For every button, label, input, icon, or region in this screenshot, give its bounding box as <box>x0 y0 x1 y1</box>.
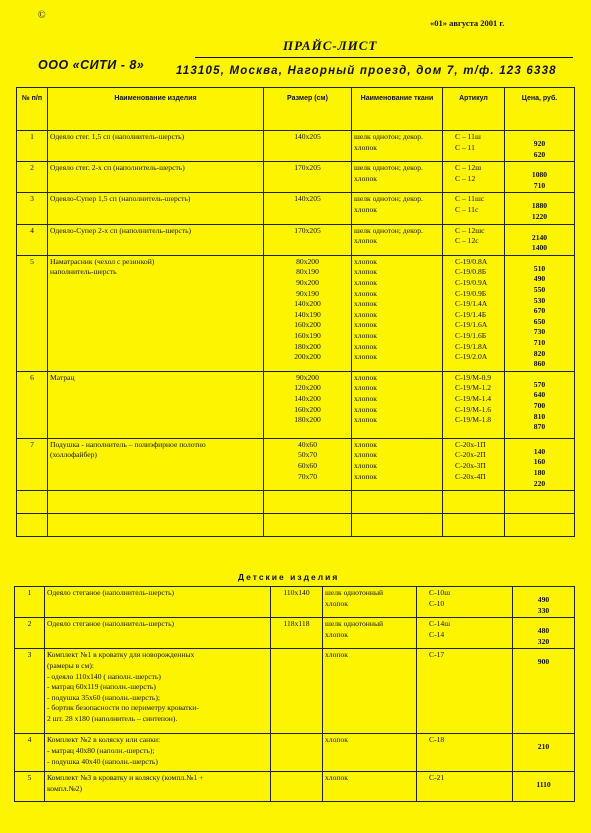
price-cell <box>505 131 575 162</box>
fabric-cell <box>352 255 443 371</box>
article-value: С – 12шс <box>455 225 485 235</box>
section-title-kids: Детские изделия <box>238 572 340 582</box>
row-number-cell: 1 <box>15 587 45 618</box>
size-cell <box>271 734 323 772</box>
article-value: С-19/М-0.9 <box>455 372 492 382</box>
size-cell <box>271 587 323 618</box>
price-value: 620 <box>533 149 546 159</box>
size-value: 50x70 <box>298 450 317 460</box>
price-value: 730 <box>533 327 546 337</box>
empty-row <box>17 491 575 514</box>
price-cell <box>505 438 575 490</box>
fabric-cell <box>323 649 417 734</box>
price-cell <box>505 224 575 255</box>
product-name-cell: Одеяло стег. 1,5 сп (наполнитель-шерсть) <box>48 131 264 162</box>
product-name-cell: Комплект №2 в коляску или санки: - матрац 40x80 (наполн.-шерсть); - подушка 40x40 (наполн.-шерсть) <box>45 734 271 772</box>
article-value: С-19/М-1.8 <box>455 415 492 425</box>
article-value: С-19/1.6Б <box>455 330 487 340</box>
size-value: 160x200 <box>294 320 321 330</box>
article-value: С – 12 <box>455 173 476 183</box>
row-number-cell: 5 <box>17 255 48 371</box>
fabric-cell <box>352 162 443 193</box>
size-value: 180x200 <box>294 341 321 351</box>
size-value: 120x200 <box>294 383 321 393</box>
article-value: С-19/0.9Б <box>455 288 487 298</box>
empty-cell <box>505 514 575 537</box>
fabric-value: хлопок <box>354 383 377 393</box>
price-value: 870 <box>533 422 546 432</box>
article-value: С-21 <box>429 773 445 783</box>
article-cell <box>443 255 505 371</box>
fabric-value: хлопок <box>354 142 377 152</box>
fabric-value: хлопок <box>325 598 348 608</box>
empty-cell <box>48 514 264 537</box>
size-cell <box>264 224 352 255</box>
fabric-value: хлопок <box>354 288 377 298</box>
table-row <box>17 255 575 371</box>
empty-cell <box>264 514 352 537</box>
company-name: ООО «СИТИ - 8» <box>38 58 145 72</box>
article-value: С-20х-2П <box>455 450 486 460</box>
article-value: С-19/М-1.6 <box>455 404 492 414</box>
fabric-value: хлопок <box>354 277 377 287</box>
article-cell <box>417 734 513 772</box>
article-value: С-18 <box>429 735 445 745</box>
price-value: 140 <box>533 446 546 456</box>
price-value: 210 <box>537 742 550 752</box>
price-cell <box>505 193 575 224</box>
fabric-cell <box>323 587 417 618</box>
fabric-cell <box>352 371 443 438</box>
table-row <box>17 224 575 255</box>
article-value: С-14 <box>429 629 445 639</box>
table-row <box>17 371 575 438</box>
fabric-value: хлопок <box>354 439 377 449</box>
article-value: С-19/1.8А <box>455 341 488 351</box>
price-value: 180 <box>533 467 546 477</box>
product-name-cell: Одеяло стег. 2-х сп (наполнитель-шерсть) <box>48 162 264 193</box>
size-cell <box>264 162 352 193</box>
fabric-value: хлопок <box>354 352 377 362</box>
size-value: 140x200 <box>294 299 321 309</box>
article-value: С-19/0.8Б <box>455 267 487 277</box>
price-cell <box>513 772 575 802</box>
fabric-value: хлопок <box>354 415 377 425</box>
size-cell <box>271 772 323 802</box>
article-value: С-14ш <box>429 619 451 629</box>
empty-cell <box>443 491 505 514</box>
price-value: 920 <box>533 139 546 148</box>
product-name-cell: Одеяло стеганое (наполнитель-шерсть) <box>45 587 271 618</box>
empty-cell <box>17 491 48 514</box>
fabric-value: хлопок <box>354 341 377 351</box>
article-value: С-19/М-1.4 <box>455 393 492 403</box>
price-value: 490 <box>537 595 550 604</box>
price-value: 820 <box>533 348 546 358</box>
empty-cell <box>264 491 352 514</box>
row-number-cell: 4 <box>15 734 45 772</box>
fabric-value: хлопок <box>354 404 377 414</box>
size-cell <box>271 649 323 734</box>
size-cell <box>264 438 352 490</box>
price-value: 320 <box>537 636 550 646</box>
size-cell <box>264 255 352 371</box>
price-table-kids <box>14 586 575 802</box>
price-cell <box>513 734 575 772</box>
empty-cell <box>352 514 443 537</box>
fabric-cell <box>352 193 443 224</box>
article-cell <box>417 618 513 649</box>
size-value: 90x200 <box>296 372 319 382</box>
article-value: С – 12с <box>455 236 479 246</box>
empty-cell <box>352 491 443 514</box>
size-value: 170x205 <box>294 163 321 173</box>
price-value: 900 <box>537 657 550 667</box>
fabric-value: хлопок <box>354 393 377 403</box>
price-value: 570 <box>533 379 546 389</box>
article-value: С – 11ш <box>455 132 481 141</box>
price-value: 1400 <box>531 243 548 253</box>
fabric-value: хлопок <box>354 372 377 382</box>
price-cell <box>513 587 575 618</box>
fabric-value: хлопок <box>354 299 377 309</box>
article-cell <box>443 193 505 224</box>
empty-cell <box>443 514 505 537</box>
article-value: С-19/0.8А <box>455 256 488 266</box>
article-cell <box>443 162 505 193</box>
row-number-cell: 3 <box>17 193 48 224</box>
price-value: 490 <box>533 274 546 284</box>
col-header-price: Цена, руб. <box>505 88 575 131</box>
price-value: 510 <box>533 263 546 273</box>
fabric-value: шелк однотон; декор. <box>354 225 423 235</box>
article-value: С – 11шс <box>455 194 485 204</box>
price-value: 650 <box>533 316 546 326</box>
col-header-article: Артикул <box>443 88 505 131</box>
price-cell <box>505 371 575 438</box>
price-value: 220 <box>533 478 546 488</box>
price-value: 640 <box>533 390 546 400</box>
size-cell <box>271 618 323 649</box>
price-cell <box>505 255 575 371</box>
article-value: С-20х-3П <box>455 460 486 470</box>
article-value: С-10ш <box>429 588 451 597</box>
fabric-value: шелк однотонный <box>325 619 384 629</box>
row-number-cell: 5 <box>15 772 45 802</box>
fabric-value: хлопок <box>354 320 377 330</box>
product-name-cell: Одеяло-Супер 2-х сп (наполнитель-шерсть) <box>48 224 264 255</box>
article-cell <box>417 587 513 618</box>
article-value: С-19/2.0А <box>455 352 488 362</box>
fabric-value: хлопок <box>354 236 377 246</box>
row-number-cell: 6 <box>17 371 48 438</box>
page-title: ПРАЙС-ЛИСТ <box>283 38 378 53</box>
fabric-value: хлопок <box>354 460 377 470</box>
table-row <box>15 734 575 772</box>
size-value: 40x60 <box>298 439 317 449</box>
article-cell <box>417 772 513 802</box>
table-row <box>15 772 575 802</box>
size-value: 110x140 <box>283 588 310 597</box>
price-value: 810 <box>533 411 546 421</box>
article-cell <box>443 371 505 438</box>
fabric-cell <box>323 734 417 772</box>
row-number-cell: 3 <box>15 649 45 734</box>
copyright-mark: © <box>38 10 46 21</box>
empty-cell <box>48 491 264 514</box>
product-name-cell: Матрац <box>48 371 264 438</box>
product-name-cell: Наматрасник (чехол с резинкой) наполнитель-шерсть <box>48 255 264 371</box>
fabric-cell <box>352 438 443 490</box>
fabric-value: хлопок <box>354 330 377 340</box>
row-number-cell: 2 <box>17 162 48 193</box>
price-value: 2140 <box>531 232 548 242</box>
product-name-cell: Одеяло-Супер 1,5 сп (наполнитель-шерсть) <box>48 193 264 224</box>
table-row <box>15 618 575 649</box>
title-underline <box>195 57 573 58</box>
fabric-cell <box>323 618 417 649</box>
size-value: 180x200 <box>294 415 321 425</box>
table-row <box>17 131 575 162</box>
fabric-value: хлопок <box>354 309 377 319</box>
price-value: 670 <box>533 306 546 316</box>
size-value: 200x200 <box>294 352 321 362</box>
fabric-cell <box>323 772 417 802</box>
price-value: 860 <box>533 359 546 369</box>
size-value: 140x200 <box>294 393 321 403</box>
price-value: 710 <box>533 180 546 190</box>
product-name-cell: Подушка - наполнитель – полиэфирное полотно (холлофайбер) <box>48 438 264 490</box>
size-cell <box>264 371 352 438</box>
row-number-cell: 4 <box>17 224 48 255</box>
size-cell <box>264 131 352 162</box>
article-value: С-20х-1П <box>455 439 486 449</box>
fabric-value: шелк однотонный <box>325 588 384 597</box>
fabric-value: хлопок <box>354 450 377 460</box>
product-name-cell: Комплект №1 в кроватку для новорожденных (рамеры в см): - одеяло 110x140 ( наполн.-шерсть) - матрац 60x119 (наполн.-шерсть) - подушка 35x60 (наполн.-шерсть); - бортик безопасности по периметру кроватки- 2 шт. 28 x180 (наполнитель – синтепон). <box>45 649 271 734</box>
fabric-value: хлопок <box>354 471 377 481</box>
table-header-row <box>17 88 575 131</box>
fabric-value: хлопок <box>354 256 377 266</box>
article-value: С-20х-4П <box>455 471 486 481</box>
price-value: 710 <box>533 337 546 347</box>
fabric-value: шелк однотон; декор. <box>354 194 423 204</box>
fabric-cell <box>352 224 443 255</box>
col-header-name: Наименование изделия <box>48 88 264 131</box>
article-cell <box>443 224 505 255</box>
size-value: 170x205 <box>294 225 321 235</box>
size-value: 70x70 <box>298 471 317 481</box>
size-value: 140x190 <box>294 309 321 319</box>
article-cell <box>417 649 513 734</box>
price-value: 530 <box>533 295 546 305</box>
size-value: 118x118 <box>283 619 310 629</box>
size-value: 140x205 <box>294 132 321 141</box>
col-header-size: Размер (см) <box>264 88 352 131</box>
article-value: С-19/1.4А <box>455 299 488 309</box>
row-number-cell: 1 <box>17 131 48 162</box>
fabric-value: хлопок <box>325 629 348 639</box>
size-value: 140x205 <box>294 194 321 204</box>
price-cell <box>513 618 575 649</box>
price-value: 1110 <box>536 780 551 790</box>
article-cell <box>443 438 505 490</box>
article-value: С-19/1.4Б <box>455 309 487 319</box>
company-address: 113105, Москва, Нагорный проезд, дом 7, т/ф. 123 6338 <box>176 65 557 77</box>
document-date: «01» августа 2001 г. <box>430 18 505 28</box>
article-value: С – 11с <box>455 204 479 214</box>
table-row <box>15 587 575 618</box>
article-value: С-10 <box>429 598 445 608</box>
fabric-value: хлопок <box>325 650 348 660</box>
price-value: 480 <box>537 626 550 636</box>
col-header-number: № п/п <box>17 88 48 131</box>
article-value: С-19/1.6А <box>455 320 488 330</box>
table-row <box>17 438 575 490</box>
empty-cell <box>505 491 575 514</box>
fabric-value: хлопок <box>354 173 377 183</box>
size-value: 160x190 <box>294 330 321 340</box>
table-row <box>17 193 575 224</box>
row-number-cell: 2 <box>15 618 45 649</box>
size-value: 160x200 <box>294 404 321 414</box>
price-table-main <box>16 87 575 537</box>
fabric-value: хлопок <box>354 267 377 277</box>
price-value: 1880 <box>531 201 548 211</box>
size-value: 60x60 <box>298 460 317 470</box>
price-value: 330 <box>537 605 550 615</box>
fabric-value: хлопок <box>325 773 348 783</box>
size-value: 90x190 <box>296 288 319 298</box>
price-cell <box>505 162 575 193</box>
product-name-cell: Комплект №3 в кроватку и коляску (компл.№1 + компл.№2) <box>45 772 271 802</box>
article-value: С – 11 <box>455 142 475 152</box>
article-value: С-17 <box>429 650 445 660</box>
table-row <box>15 649 575 734</box>
price-cell <box>513 649 575 734</box>
size-value: 90x200 <box>296 277 319 287</box>
price-value: 550 <box>533 284 546 294</box>
price-value: 1220 <box>531 211 548 221</box>
fabric-value: хлопок <box>354 204 377 214</box>
size-value: 80x200 <box>296 256 319 266</box>
product-name-cell: Одеяло стеганое (наполнитель-шерсть) <box>45 618 271 649</box>
size-cell <box>264 193 352 224</box>
price-value: 1080 <box>531 170 548 180</box>
fabric-cell <box>352 131 443 162</box>
price-value: 700 <box>533 400 546 410</box>
fabric-value: хлопок <box>325 735 348 745</box>
fabric-value: шелк однотон; декор. <box>354 132 423 141</box>
empty-cell <box>17 514 48 537</box>
article-cell <box>443 131 505 162</box>
article-value: С – 12ш <box>455 163 482 173</box>
col-header-fabric: Наименование ткани <box>352 88 443 131</box>
article-value: С-19/0.9А <box>455 277 488 287</box>
size-value: 80x190 <box>296 267 319 277</box>
row-number-cell: 7 <box>17 438 48 490</box>
article-value: С-19/М-1.2 <box>455 383 492 393</box>
table-row <box>17 162 575 193</box>
empty-row <box>17 514 575 537</box>
fabric-value: шелк однотон; декор. <box>354 163 423 173</box>
price-value: 160 <box>533 457 546 467</box>
